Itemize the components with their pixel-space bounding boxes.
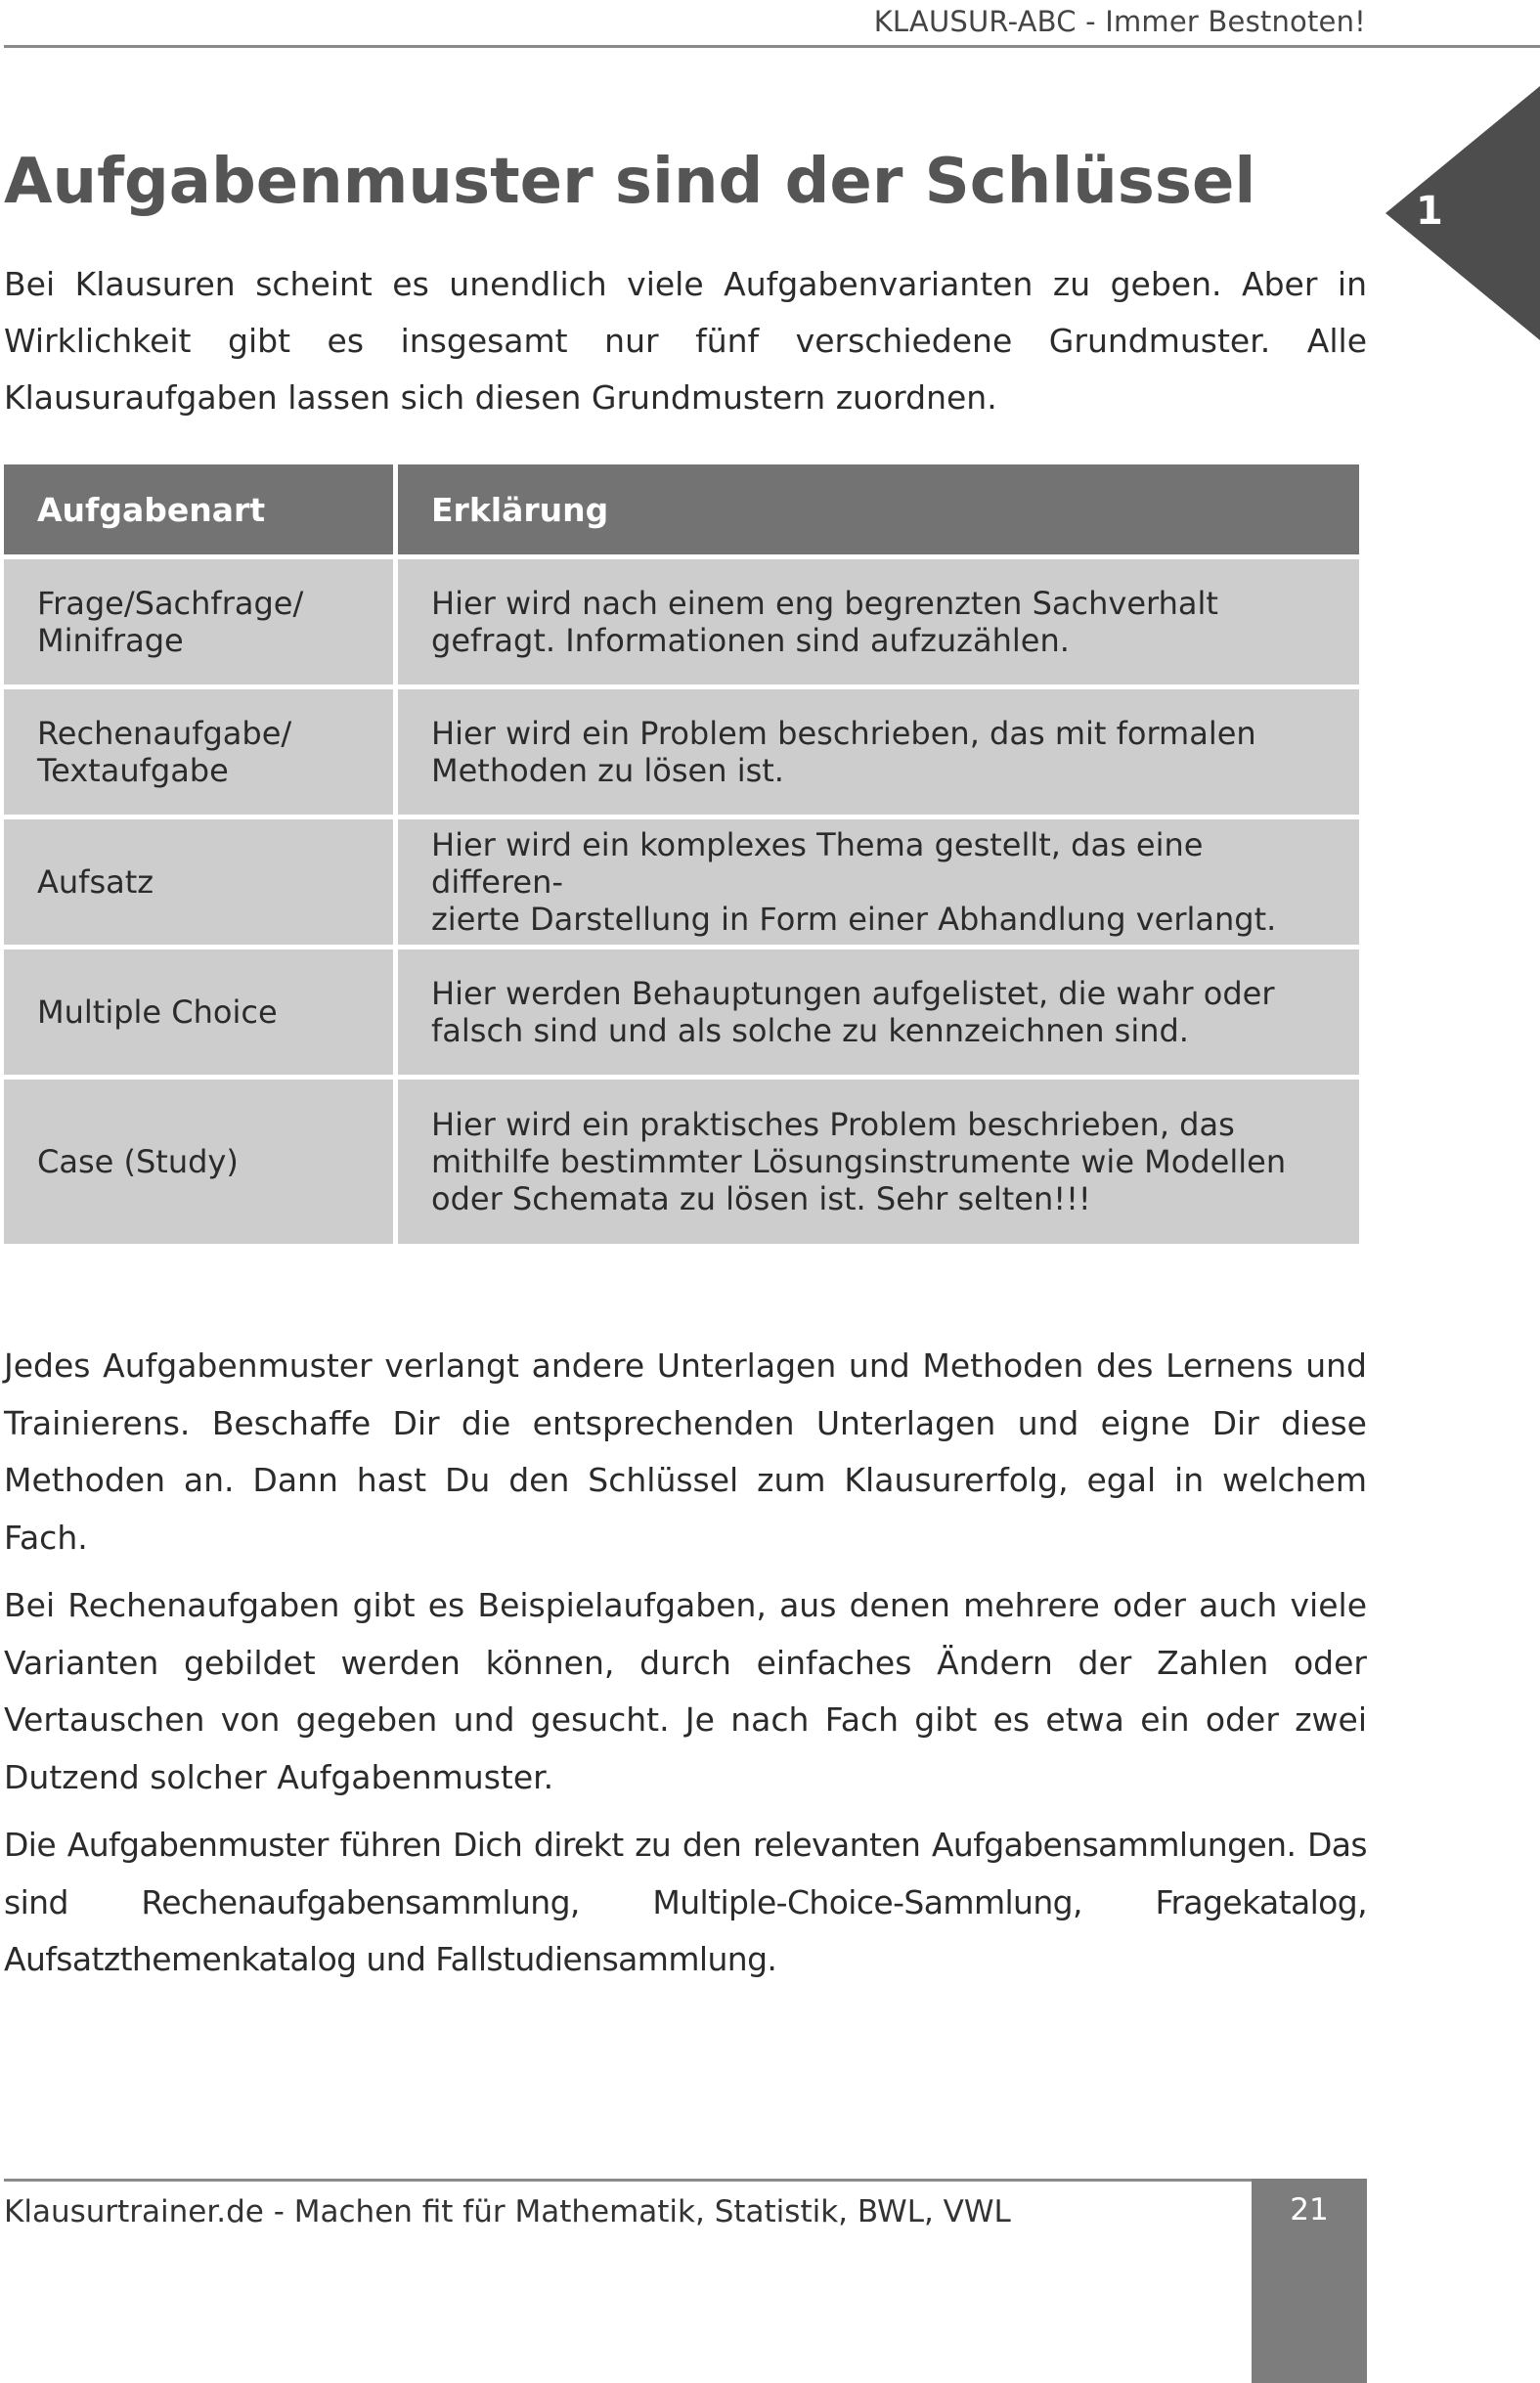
explanation-cell: Hier wird nach einem eng begrenzten Sachverhalt gefragt. Informationen sind aufzuzählen. <box>398 559 1359 684</box>
page-title: Aufgabenmuster sind der Schlüssel <box>4 146 1256 218</box>
footer-text: Klausurtrainer.de - Machen fit für Mathematik, Statistik, BWL, VWL <box>4 2194 1011 2229</box>
table-row <box>4 559 1359 684</box>
chapter-marker <box>1386 86 1540 340</box>
column-header-explanation: Erklärung <box>398 464 1359 554</box>
task-type-cell: Case (Study) <box>4 1080 393 1244</box>
task-type-cell: Multiple Choice <box>4 949 393 1075</box>
footer-divider <box>4 2179 1252 2182</box>
table-row <box>4 949 1359 1075</box>
task-type-cell: Frage/Sachfrage/ Minifrage <box>4 559 393 684</box>
paragraph: Bei Rechenaufgaben gibt es Beispielaufgaben, aus denen mehrere oder auch viele Varianten gebildet werden können, durch einfaches Ändern der Zahlen oder Vertauschen von gegeben und gesucht. Je nach Fach gibt es etwa ein oder zwei Dutzend solcher Aufgabenmuster. <box>4 1586 1367 1796</box>
header-divider <box>4 45 1540 48</box>
task-types-table <box>0 460 1364 1249</box>
paragraph: Die Aufgabenmuster führen Dich direkt zu den relevanten Aufgabensammlungen. Das sind Rechenaufgabensammlung, Multiple-Choice-Sammlung, Fragekatalog, Aufsatzthemenkatalog und Fallstudiensammlung. <box>4 1826 1367 1978</box>
page-number: 21 <box>1290 2192 1329 2228</box>
table-row <box>4 1080 1359 1244</box>
intro-paragraph: Bei Klausuren scheint es unendlich viele Aufgabenvarianten zu geben. Aber in Wirklichkeit gibt es insgesamt nur fünf verschiedene Grundmuster. Alle Klausuraufgaben lassen sich diesen Grundmustern zuordnen. <box>4 265 1367 417</box>
body-text <box>4 1338 1367 2000</box>
paragraph: Jedes Aufgabenmuster verlangt andere Unterlagen und Methoden des Lernens und Trainierens. Beschaffe Dir die entsprechenden Unterlagen und eigne Dir diese Methoden an. Dann hast Du den Schlüssel zum Klausurerfolg, egal in welchem Fach. <box>4 1346 1367 1557</box>
running-header: KLAUSUR-ABC - Immer Bestnoten! <box>873 5 1366 38</box>
task-type-cell: Aufsatz <box>4 819 393 945</box>
explanation-cell: Hier wird ein praktisches Problem beschrieben, das mithilfe bestimmter Lösungsinstrumente wie Modellen oder Schemata zu lösen ist. Sehr selten!!! <box>398 1080 1359 1244</box>
column-header-type: Aufgabenart <box>4 464 393 554</box>
explanation-cell: Hier werden Behauptungen aufgelistet, die wahr oder falsch sind und als solche zu kennzeichnen sind. <box>398 949 1359 1075</box>
table-row <box>4 819 1359 945</box>
chapter-number: 1 <box>1416 189 1443 234</box>
explanation-cell: Hier wird ein komplexes Thema gestellt, das eine differen- zierte Darstellung in Form einer Abhandlung verlangt. <box>398 819 1359 945</box>
table-row <box>4 689 1359 815</box>
task-type-cell: Rechenaufgabe/ Textaufgabe <box>4 689 393 815</box>
explanation-cell: Hier wird ein Problem beschrieben, das mit formalen Methoden zu lösen ist. <box>398 689 1359 815</box>
table-header-row <box>4 464 1359 554</box>
